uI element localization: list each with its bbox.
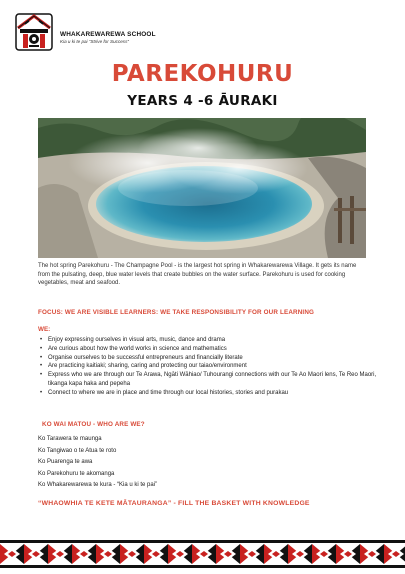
school-name: WHAKAREWAREWA SCHOOL [60, 30, 156, 38]
list-item: • Are curious about how the world works in science and mathematics [38, 345, 378, 354]
list-item: Ko Whakarewarewa te kura - “Kia u ki te pai” [38, 482, 158, 489]
list-item: • Are practicing kaitiaki; sharing, caring and protecting our taiao/environment [38, 362, 378, 371]
list-item: • Connect to where we are in place and time through our local histories, stories and purakau [38, 389, 378, 398]
spring-description: The hot spring Parekohuru - The Champagne Pool - is the largest hot spring in Whakarewarewa Village. It gets its name from the pulsating, deep, blue water levels that create bubbles on the water surface. Parekohuru is used for cooking vegetables, meat and seafood. [38, 263, 357, 287]
school-text [60, 31, 156, 44]
basket-slogan: “WHAOWHIA TE KETE MĀTAURANGA” - FILL THE BASKET WITH KNOWLEDGE [38, 500, 310, 507]
hot-spring-photo [38, 118, 366, 258]
ko-wai-heading: KO WAI MATOU - WHO ARE WE? [42, 421, 145, 428]
kowhaiwhai-border-icon [0, 540, 405, 568]
list-item: • Organise ourselves to be successful entrepreneurs and financially literate [38, 354, 378, 363]
school-motto: Kia u ki te pai “Strive for Success” [60, 38, 129, 44]
focus-heading: FOCUS: WE ARE VISIBLE LEARNERS: WE TAKE RESPONSIBILITY FOR OUR LEARNING [38, 309, 315, 316]
list-item: Ko Tarawera te maunga [38, 436, 102, 442]
page-title: PAREKOHURU [111, 61, 294, 87]
school-header [14, 12, 156, 52]
list-item: Ko Parekohuru te akomanga [38, 470, 115, 477]
list-item: • Express who we are through our Te Arawa, Ngāti Wāhiao/ Tuhourangi connections with our Te Ao Maori lens, Te Reo Maori, tikanga kapa haka and pepeha [38, 371, 378, 389]
school-crest-logo-icon [14, 12, 54, 52]
ko-wai-list [38, 434, 157, 492]
list-item: Ko Puarenga te awa [38, 459, 93, 466]
list-item: • Enjoy expressing ourselves in visual arts, music, dance and drama [38, 336, 378, 345]
we-heading: WE: [38, 326, 51, 333]
list-item: Ko Tangiwao o te Atua te roto [38, 447, 117, 454]
we-list [38, 336, 378, 398]
page-subtitle: YEARS 4 -6 ĀURAKI [127, 93, 278, 109]
